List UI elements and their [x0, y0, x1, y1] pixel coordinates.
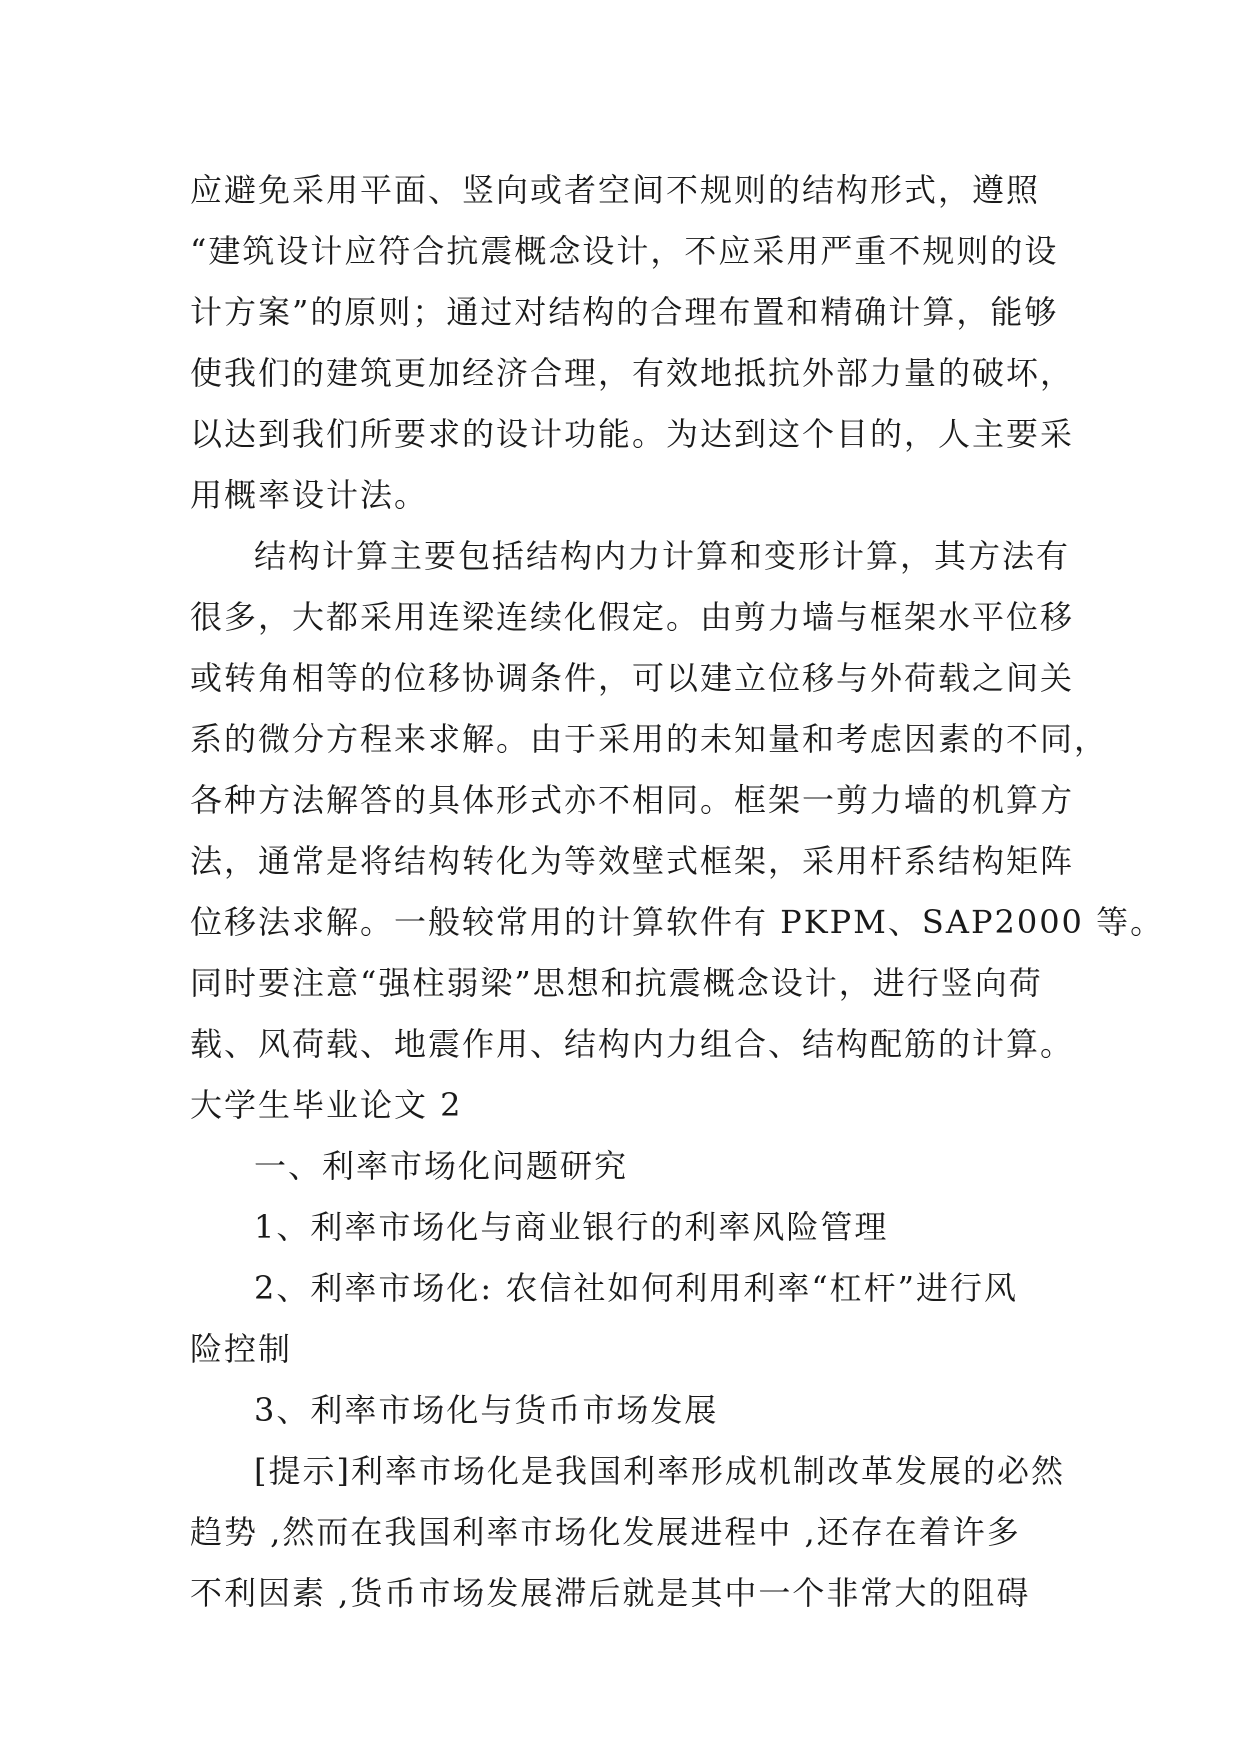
text-line: “建筑设计应符合抗震概念设计，不应采用严重不规则的设 — [190, 232, 1059, 270]
text-line: 使我们的建筑更加经济合理，有效地抵抗外部力量的破坏， — [190, 354, 1075, 392]
text-line: 趋势 ,然而在我国利率市场化发展进程中 ,还存在着许多 — [190, 1513, 1021, 1551]
text-line: 用概率设计法。 — [190, 476, 429, 514]
text-line: 载、风荷载、地震作用、结构内力组合、结构配筋的计算。 — [190, 1025, 1075, 1063]
section-title: 大学生毕业论文 2 — [190, 1086, 463, 1124]
list-item: 3、利率市场化与货币市场发展 — [254, 1391, 719, 1429]
text-line: 位移法求解。一般较常用的计算软件有 PKPM、SAP2000 等。 — [190, 903, 1165, 941]
document-body — [190, 160, 1165, 1624]
text-line: 法，通常是将结构转化为等效壁式框架，采用杆系结构矩阵 — [190, 842, 1075, 880]
text-line: 险控制 — [190, 1330, 293, 1368]
text-line: 很多，大都采用连梁连续化假定。由剪力墙与框架水平位移 — [190, 598, 1075, 636]
paragraph-start-line: [提示]利率市场化是我国利率形成机制改革发展的必然 — [254, 1452, 1065, 1490]
heading-line: 一、利率市场化问题研究 — [254, 1147, 629, 1185]
text-line: 同时要注意“强柱弱梁”思想和抗震概念设计，进行竖向荷 — [190, 964, 1043, 1002]
list-item: 2、利率市场化: 农信社如何利用利率“杠杆”进行风 — [254, 1269, 1019, 1307]
text-line: 不利因素 ,货币市场发展滞后就是其中一个非常大的阻碍 — [190, 1574, 1031, 1612]
text-line: 或转角相等的位移协调条件，可以建立位移与外荷载之间关 — [190, 659, 1075, 697]
list-item: 1、利率市场化与商业银行的利率风险管理 — [254, 1208, 889, 1246]
text-line: 以达到我们所要求的设计功能。为达到这个目的，人主要采 — [190, 415, 1075, 453]
text-line: 系的微分方程来求解。由于采用的未知量和考虑因素的不同， — [190, 720, 1109, 758]
text-line: 计方案”的原则；通过对结构的合理布置和精确计算，能够 — [190, 293, 1059, 331]
paragraph-start-line: 结构计算主要包括结构内力计算和变形计算，其方法有 — [254, 537, 1071, 575]
text-line: 应避免采用平面、竖向或者空间不规则的结构形式，遵照 — [190, 171, 1041, 209]
text-line: 各种方法解答的具体形式亦不相同。框架一剪力墙的机算方 — [190, 781, 1075, 819]
